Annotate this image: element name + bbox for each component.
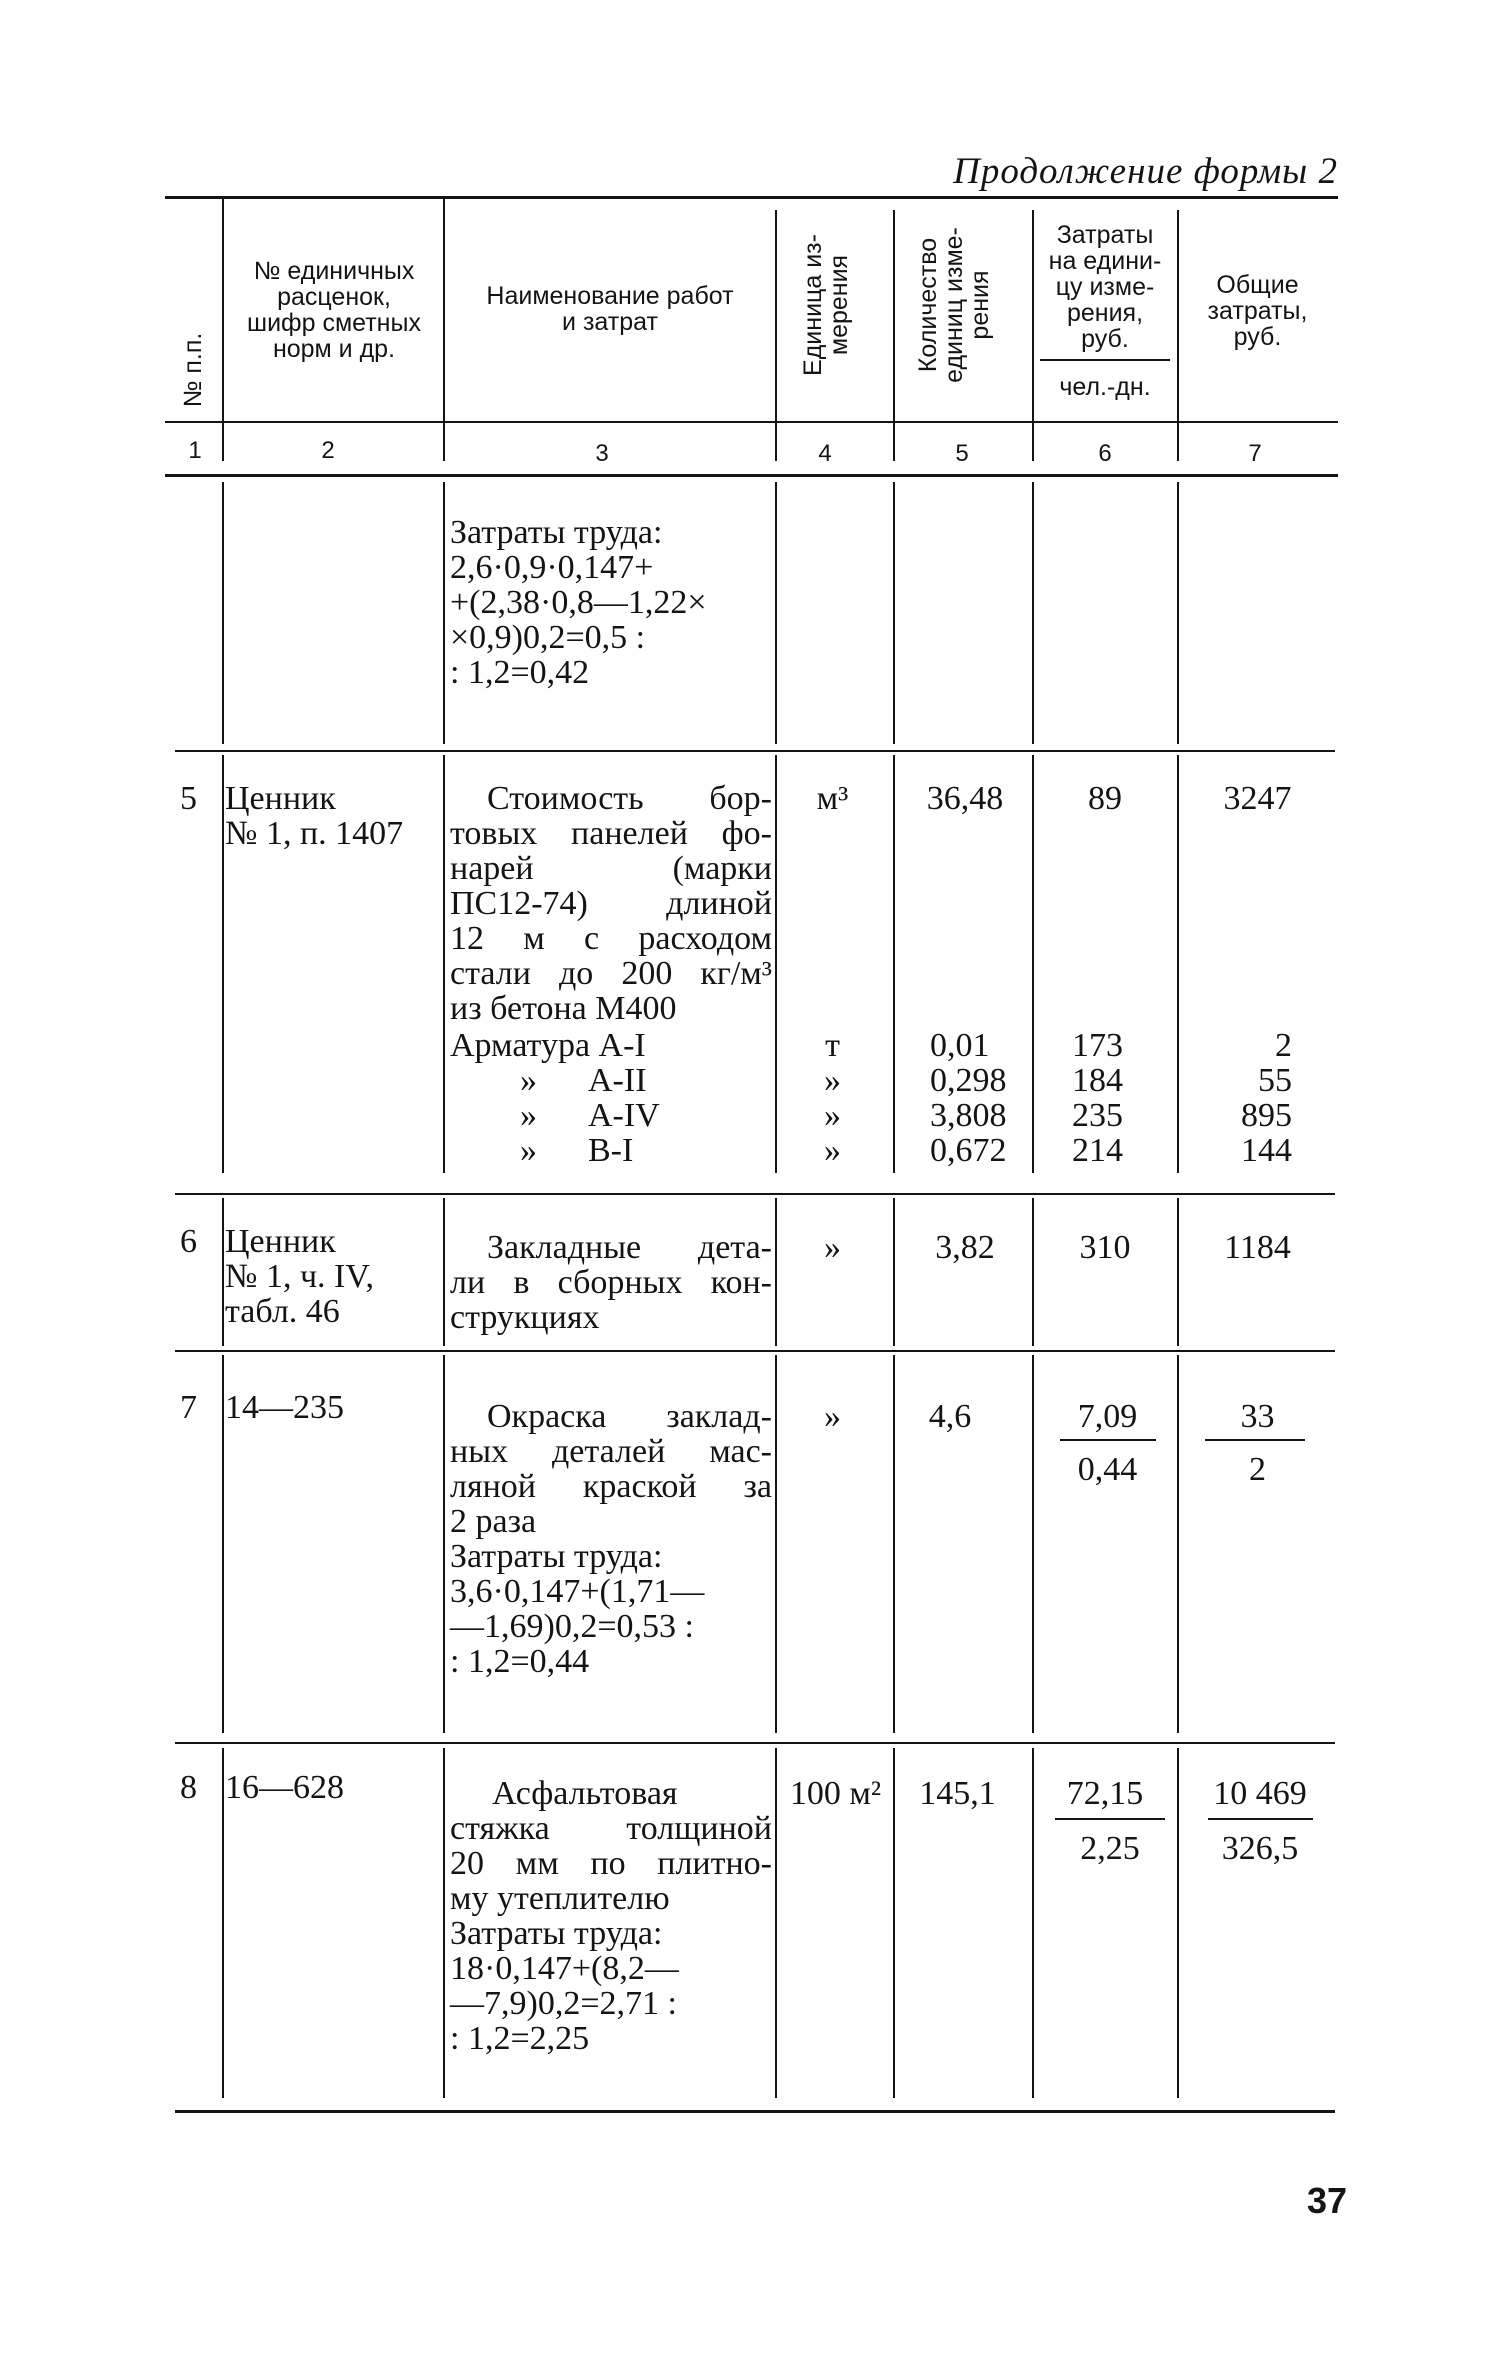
sub-unit-cost: 184 <box>1072 1062 1123 1099</box>
col-number: 7 <box>1248 440 1262 467</box>
unit: » <box>824 1229 841 1266</box>
col-number: 6 <box>1098 440 1112 467</box>
body-line-2e <box>443 1748 445 2098</box>
unit-cost: 7,09 <box>1077 1398 1138 1435</box>
row-number: 6 <box>180 1223 197 1260</box>
body-line-4c <box>893 1198 895 1346</box>
col-line-6 <box>1177 210 1179 461</box>
body-line-4a <box>893 482 895 744</box>
work-name-line: 12 м с расходом <box>450 920 772 957</box>
labor-text: Затраты труда: 3,6·0,147+(1,71— —1,69)0,2=0,53 : : 1,2=0,44 <box>450 1538 705 1680</box>
price-code: Ценник № 1, ч. IV, табл. 46 <box>225 1223 375 1330</box>
page-number: 37 <box>1306 2180 1347 2221</box>
sub-quantity: 0,298 <box>930 1062 1007 1099</box>
sub-unit: т <box>825 1027 840 1064</box>
unit-cost: 72,15 <box>1066 1775 1144 1812</box>
num-line-4 <box>893 430 895 460</box>
body-line-3e <box>775 1748 777 2098</box>
sub-unit: » <box>824 1062 841 1099</box>
header-col7: Общие затраты, руб. <box>1207 271 1308 351</box>
price-code: 14—235 <box>225 1389 344 1426</box>
labor-text: Затраты труда: 18·0,147+(8,2— —7,9)0,2=2,71 : : 1,2=2,25 <box>450 1915 679 2057</box>
body-line-2c <box>443 1198 445 1346</box>
work-name-line: Стоимость бор- <box>487 780 772 817</box>
total-labor: 326,5 <box>1221 1830 1299 1867</box>
col-number: 3 <box>595 440 609 467</box>
body-line-5d <box>1032 1355 1034 1733</box>
sub-unit-cost: 173 <box>1072 1027 1123 1064</box>
table-caption: Продолжение формы 2 <box>953 151 1338 192</box>
unit: 100 м² <box>789 1775 882 1812</box>
col-number: 1 <box>188 437 202 464</box>
body-line-5e <box>1032 1748 1034 2098</box>
labor-text: Затраты труда: 2,6·0,9·0,147+ +(2,38·0,8—1,22× ×0,9)0,2=0,5 : : 1,2=0,42 <box>450 514 707 691</box>
body-line-1b <box>222 755 224 1173</box>
unit-labor: 0,44 <box>1077 1451 1138 1488</box>
body-line-3a <box>775 482 777 744</box>
work-name-line: ляной краской за <box>450 1468 772 1505</box>
num-line-2 <box>443 430 445 460</box>
total-cost: 3247 <box>1223 780 1292 817</box>
sub-name: Арматура А-I <box>450 1027 646 1064</box>
unit-cost: 89 <box>1088 780 1122 817</box>
quantity: 145,1 <box>919 1775 996 1812</box>
work-name-line: стяжка толщиной <box>450 1810 772 1847</box>
body-line-5a <box>1032 482 1034 744</box>
body-line-1d <box>222 1355 224 1733</box>
body-line-2b <box>443 755 445 1173</box>
sub-unit: » <box>824 1097 841 1134</box>
body-line-6e <box>1177 1748 1179 2098</box>
num-line-6 <box>1177 430 1179 460</box>
sub-name: » А-II <box>520 1062 647 1099</box>
sub-quantity: 0,01 <box>930 1027 990 1064</box>
col-line-3 <box>775 210 777 461</box>
sub-total-cost: 2 <box>1275 1027 1292 1064</box>
sub-unit-cost: 235 <box>1072 1097 1123 1134</box>
body-line-6d <box>1177 1355 1179 1733</box>
header-col3: Наименование работ и затрат <box>486 282 734 336</box>
work-name-line: Окраска заклад- <box>487 1398 772 1435</box>
work-name-line: 20 мм по плитно- <box>450 1845 772 1882</box>
body-line-3c <box>775 1198 777 1346</box>
col-line-4 <box>893 210 895 461</box>
body-line-2d <box>443 1355 445 1733</box>
price-code: Ценник № 1, п. 1407 <box>225 780 404 852</box>
header-col2: № единичных расценок, шифр сметных норм и др. <box>247 257 421 363</box>
work-name-line: ПС12-74) длиной <box>450 885 772 922</box>
sub-unit-cost: 214 <box>1072 1132 1123 1169</box>
rule-row-7 <box>175 1350 1335 1352</box>
fraction-line <box>1055 1818 1165 1820</box>
col-number: 2 <box>321 437 335 464</box>
work-name-line: струкциях <box>450 1299 600 1336</box>
rule-bottom <box>175 2110 1335 2113</box>
work-name-line: товых панелей фо- <box>450 815 772 852</box>
work-name-line: ных деталей мас- <box>450 1433 772 1470</box>
sub-total-cost: 144 <box>1241 1132 1292 1169</box>
header-col5: Количество единиц изме- рения <box>914 227 994 383</box>
price-code: 16—628 <box>225 1769 344 1806</box>
unit: » <box>824 1398 841 1435</box>
body-line-6b <box>1177 755 1179 1173</box>
rule-col6-split <box>1040 359 1170 361</box>
work-name-line: стали до 200 кг/м³ <box>450 955 772 992</box>
unit-cost: 310 <box>1079 1229 1131 1266</box>
total-labor: 2 <box>1249 1451 1266 1488</box>
work-name-line: му утеплителю <box>450 1880 670 1917</box>
rule-row-8 <box>175 1742 1335 1744</box>
sub-quantity: 0,672 <box>930 1132 1007 1169</box>
body-line-3b <box>775 755 777 1173</box>
body-line-1c <box>222 1198 224 1346</box>
quantity: 4,6 <box>928 1398 972 1435</box>
rule-header-numbers <box>165 421 1338 423</box>
rule-row-6 <box>175 1193 1335 1195</box>
unit: м³ <box>816 780 849 817</box>
header-col4: Единица из- мерения <box>799 234 853 376</box>
sub-name: » В-I <box>520 1132 634 1169</box>
header-col1: № п.п. <box>179 332 207 408</box>
num-line-5 <box>1032 430 1034 460</box>
sub-name: » А-IV <box>520 1097 660 1134</box>
work-name-line: Асфальтовая <box>492 1775 678 1812</box>
num-line-3 <box>775 430 777 460</box>
sub-unit: » <box>824 1132 841 1169</box>
body-line-6c <box>1177 1198 1179 1346</box>
col-line-5 <box>1032 210 1034 461</box>
total-cost: 1184 <box>1224 1229 1291 1266</box>
unit-labor: 2,25 <box>1080 1830 1140 1867</box>
work-name-line: 2 раза <box>450 1503 537 1540</box>
work-name-line: Закладные дета- <box>487 1229 772 1266</box>
body-line-5c <box>1032 1198 1034 1346</box>
work-name-line: ли в сборных кон- <box>450 1264 772 1301</box>
sub-total-cost: 55 <box>1258 1062 1292 1099</box>
total-cost: 33 <box>1240 1398 1275 1435</box>
row-number: 7 <box>180 1389 197 1426</box>
col-number: 5 <box>955 440 969 467</box>
work-name-line: из бетона М400 <box>450 990 677 1027</box>
col-number: 4 <box>818 440 832 467</box>
header-col6-bottom: чел.-дн. <box>1059 373 1151 401</box>
body-line-3d <box>775 1355 777 1733</box>
fraction-line <box>1060 1439 1156 1441</box>
row-number: 8 <box>180 1769 197 1806</box>
sub-quantity: 3,808 <box>930 1097 1007 1134</box>
header-col6-top: Затраты на едини- цу изме- рения, руб. <box>1048 221 1162 353</box>
body-line-6a <box>1177 482 1179 744</box>
total-cost: 10 469 <box>1213 1775 1307 1812</box>
quantity: 36,48 <box>926 780 1004 817</box>
body-line-2a <box>443 482 445 744</box>
rule-header-bottom <box>165 474 1338 477</box>
fraction-line <box>1205 1439 1305 1441</box>
quantity: 3,82 <box>935 1229 995 1266</box>
row-number: 5 <box>180 780 197 817</box>
rule-top <box>165 196 1338 199</box>
sub-total-cost: 895 <box>1241 1097 1292 1134</box>
rule-row-5 <box>175 750 1335 752</box>
fraction-line <box>1208 1818 1313 1820</box>
body-line-1e <box>222 1748 224 2098</box>
body-line-1a <box>222 482 224 744</box>
work-name-line: нарей (марки <box>450 850 772 887</box>
